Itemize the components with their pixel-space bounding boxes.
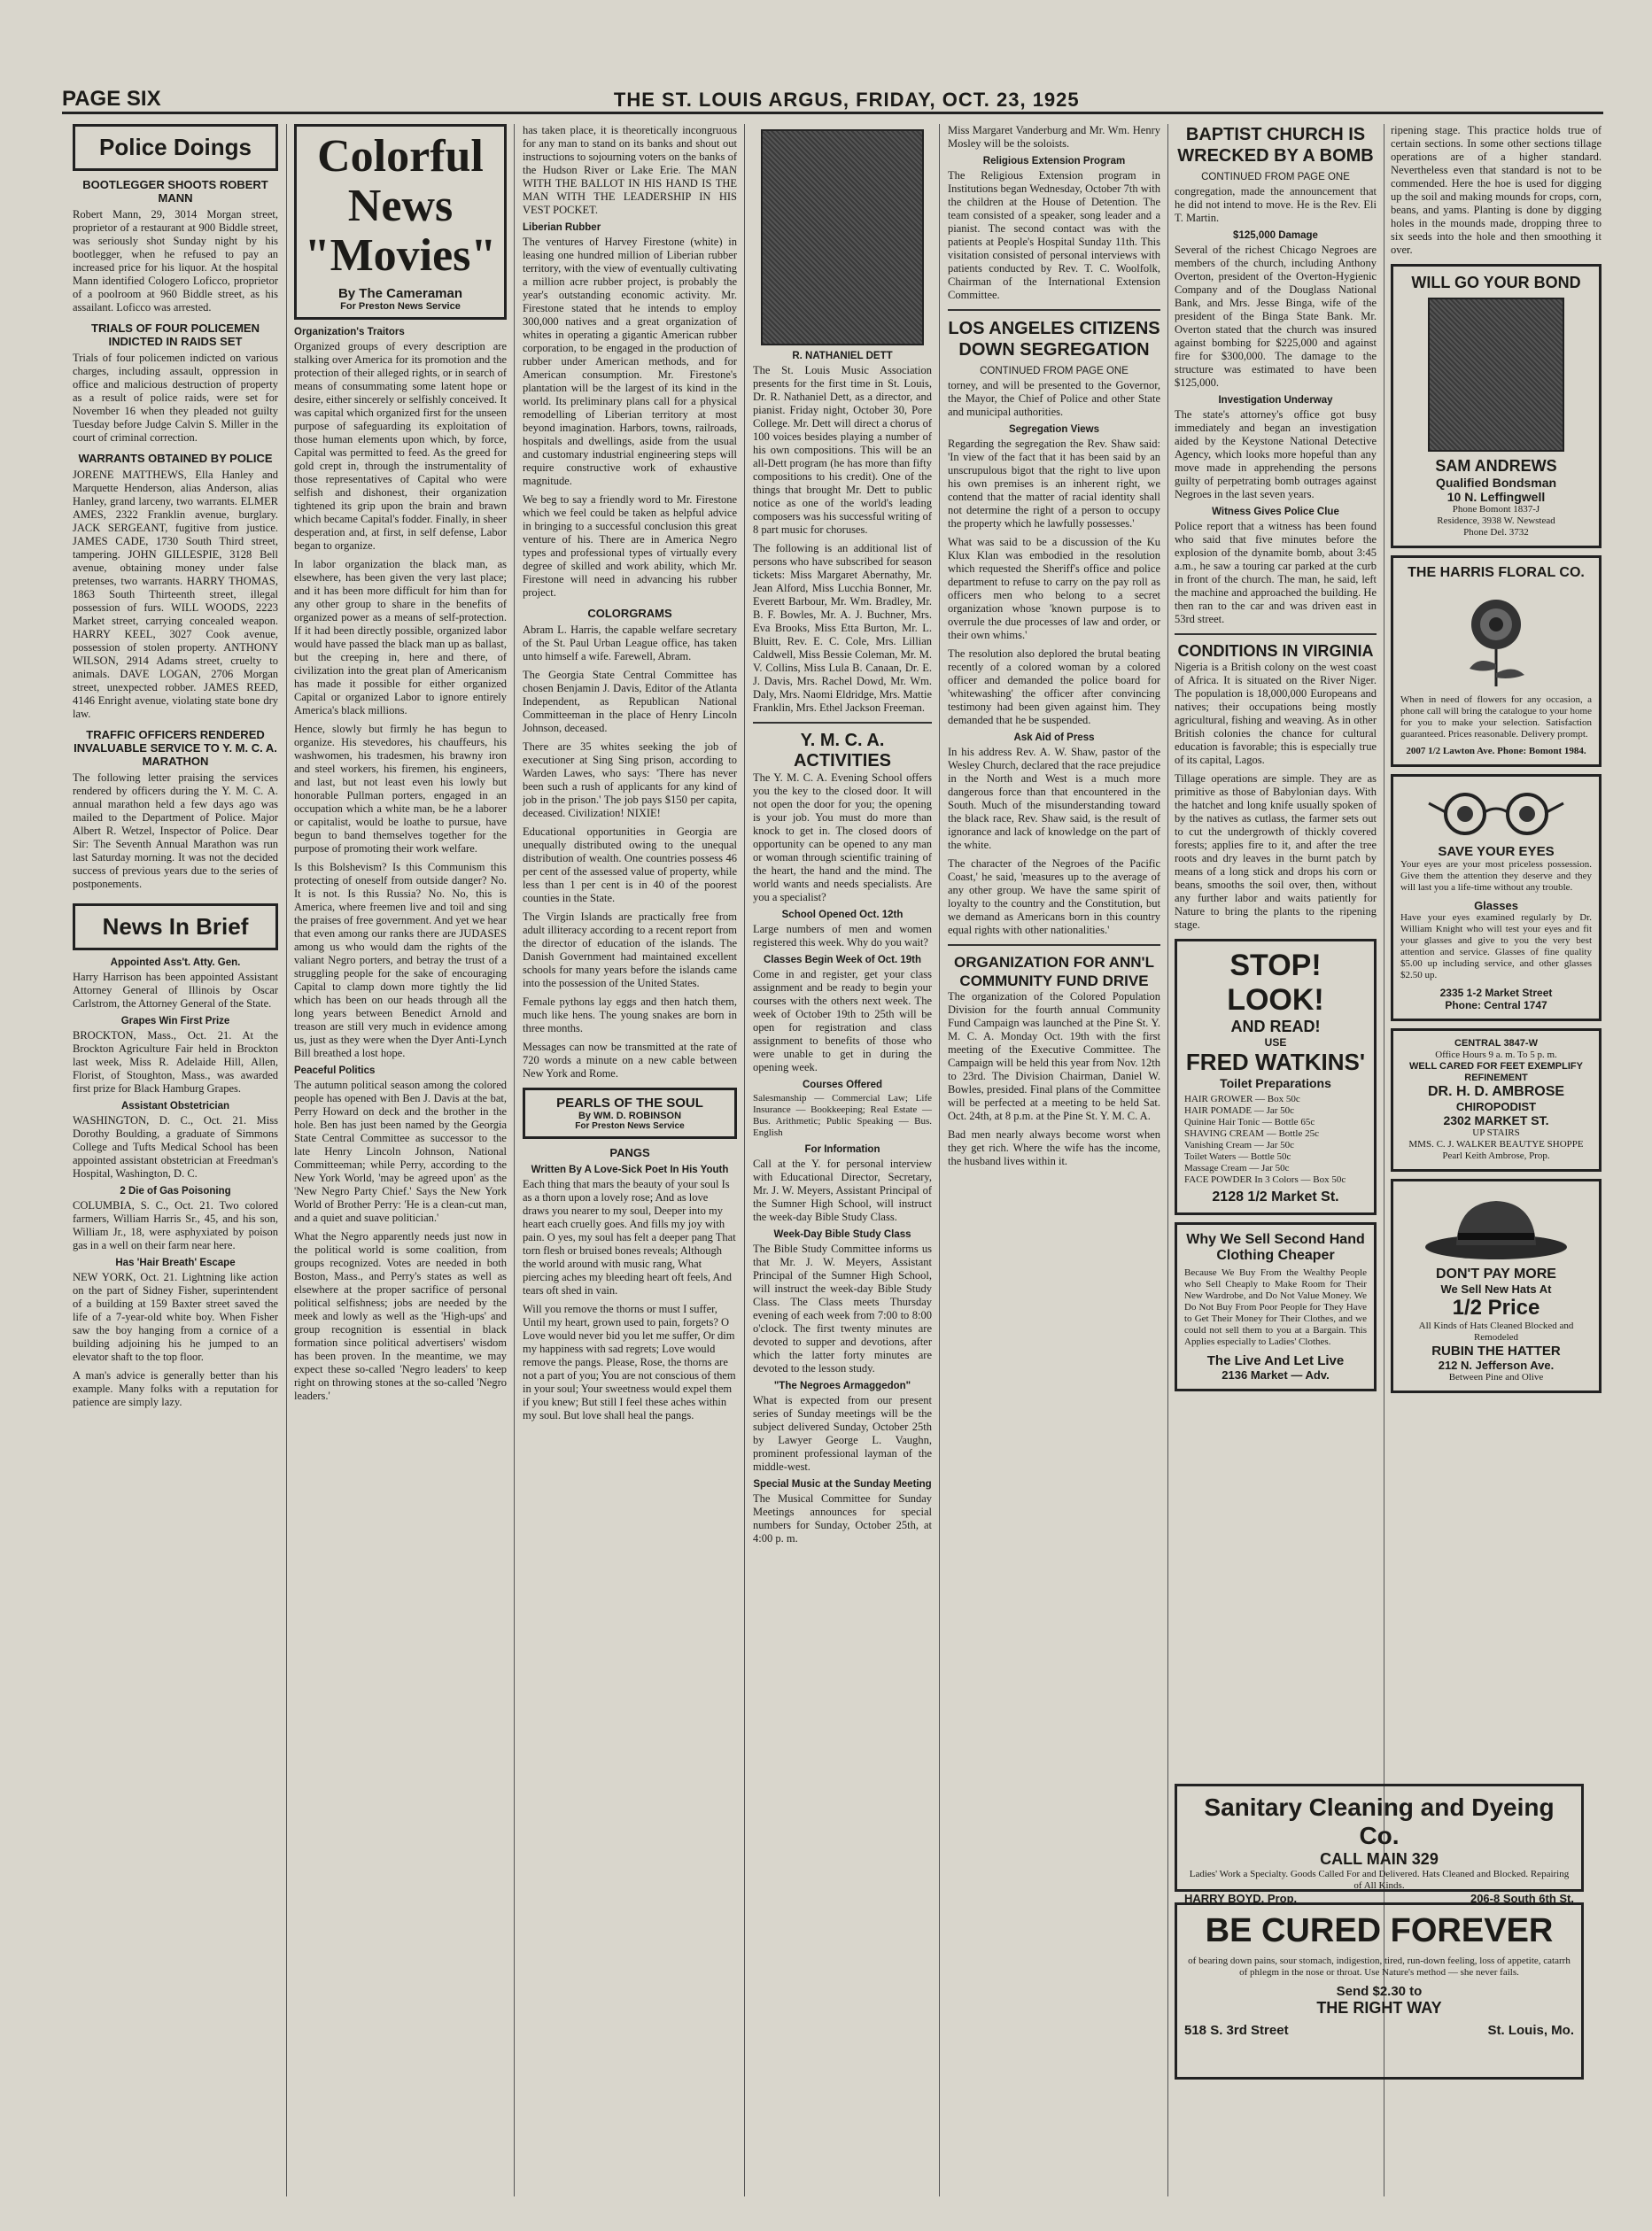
be-cured-forever-ad bbox=[1175, 1902, 1584, 2080]
ad-text: Because We Buy From the Wealthy People who Sell Cheaply to Make Room for Their New Wardrobe, and Do Not Value Money. We Do Not Buy From Poor People for They Have to Get Their Money for Their Clothes, and we could not sell them to you at a Bargain. This Applies especially to Ladies' Clothes. bbox=[1184, 1267, 1367, 1347]
ad-city: St. Louis, Mo. bbox=[1487, 2023, 1574, 2038]
column-police-doings bbox=[73, 124, 278, 2196]
headline: WARRANTS OBTAINED BY POLICE bbox=[78, 452, 273, 465]
article-text: congregation, made the announcement that he did not intend to move. He is the Rev. Eli T. Martin. bbox=[1175, 185, 1377, 224]
article-text: torney, and will be presented to the Governor, the Mayor, the Chief of Police and other State and municipal authorities. bbox=[948, 379, 1160, 418]
ad-send: Send $2.30 to bbox=[1336, 1984, 1423, 1999]
headline: 2 Die of Gas Poisoning bbox=[120, 1186, 231, 1197]
ad-stop-look: STOP! LOOK! bbox=[1227, 949, 1324, 1017]
article-text: Miss Margaret Vanderburg and Mr. Wm. Henry Mosley will be the soloists. bbox=[948, 124, 1160, 150]
article-text: The Y. M. C. A. Evening School offers you the key to the closed door. It will not open the door for you; the opening is your job. You must do more than knock to get in. The closed doors of opportunity can be opened to any man or woman through scientific training of the heart, the hand and the mind. The world wants and needs specialists. Are you a specialist? bbox=[753, 771, 932, 903]
pearls-of-the-soul-box bbox=[523, 1088, 737, 1139]
ad-item: HAIR POMADE — Jar 50c bbox=[1184, 1105, 1295, 1116]
article-text: Female pythons lay eggs and then hatch them, much like hens. The young snakes are born in three months. bbox=[523, 995, 737, 1034]
subhead: "The Negroes Armaggedon" bbox=[773, 1381, 911, 1391]
ad-text: When in need of flowers for any occasion, a phone call will bring the catalogue to your home for you to make your selection. Satisfaction guaranteed. Prices reasonable. Delivery prompt. bbox=[1400, 694, 1592, 740]
ad-phone: Phone: Central 1747 bbox=[1445, 999, 1547, 1011]
article-text: Regarding the segregation the Rev. Shaw said: 'In view of the fact that it has been said by an unscrupulous bigot that the right to live upon his own premises is an inherent right, we contend that the matter of racial identity shall not determine the right of a person to occupy the property which he lawfully possesses.' bbox=[948, 438, 1160, 530]
ad-title: BE CURED FOREVER bbox=[1205, 1912, 1554, 1949]
article-text: Several of the richest Chicago Negroes are members of the church, including Anthony Overton, president of the Overton-Hygienic Company and of the Douglass National Bank, and Mrs. Jesse Binga, wife of the president of the Binga State Bank. Mr. Overton stated that the church was insured against bombing for $225,000 and against fire for $300,000. The damage to the structure was estimated to have been $125,000. bbox=[1175, 244, 1377, 389]
article-text: What is expected from our present series of Sunday meetings will be the subject delivered Sunday, October 25th by Lawyer George L. Vaughn, prominent professional layman of the middle-west. bbox=[753, 1394, 932, 1473]
ad-address: 10 N. Leffingwell bbox=[1446, 490, 1546, 504]
ad-brand: FRED WATKINS' bbox=[1185, 1049, 1366, 1075]
ad-call: CALL MAIN 329 bbox=[1320, 1850, 1439, 1868]
ad-upstairs: UP STAIRS bbox=[1472, 1127, 1520, 1138]
ad-subhead: Glasses bbox=[1474, 899, 1518, 912]
headline: Grapes Win First Prize bbox=[120, 1016, 230, 1026]
ad-item: Toilet Waters — Bottle 50c bbox=[1184, 1151, 1291, 1162]
divider bbox=[948, 309, 1160, 311]
article-text: Police report that a witness has been found who said that five minutes before the explosion of the dynamite bomb, about 3:45 a.m., he saw a touring car parked at the curb in front of the church. The man, he said, left the machine and approached the building. He then ran to the car and was driven east in 53rd street. bbox=[1175, 520, 1377, 625]
column-los-angeles bbox=[948, 124, 1160, 2196]
continued-note: CONTINUED FROM PAGE ONE bbox=[980, 366, 1128, 376]
sanitary-cleaning-ad bbox=[1175, 1784, 1584, 1905]
ad-residence: Residence, 3938 W. Newstead bbox=[1437, 515, 1555, 526]
poem-text: Each thing that mars the beauty of your soul Is as a thorn upon a lovely rose; And as love draws you nearer to my soul, Deeper into my heart each cruelly goes. And fills my joy with pain. O yes, my soul has felt a deeper pang That torn flesh or bruised bones reveals; Although the world around with music rang, What piercing aches my bleeding heart oft feels, And tears oft shed in vain. bbox=[523, 1178, 736, 1297]
ad-item: SHAVING CREAM — Bottle 25c bbox=[1184, 1128, 1319, 1139]
article-text: JORENE MATTHEWS, Ella Hanley and Marquette Henderson, alias Anderson, alias Hanley, grand larceny, two warrants. ELMER AMES, 2322 Franklin avenue, burglary. JACK SERGEANT, fugitive from justice. JAMES CADE, 1730 South Third street, tampering. JOHN GILLESPIE, 3128 Bell avenue, obtaining money under false pretenses, two warrants. HARRY THOMAS, 1863 South Thirteenth street, illegal possession of furs. WILL WOODS, 2223 Market street, carrying concealed weapon. HARRY KEEL, 3027 Cook avenue, possession of stolen property. ANTHONY WILSON, 2914 Adams street, cruelty to animals. DAVE LOGAN, 2706 Morgan street, unexpected robber. JAMES REED, 4146 Enright avenue, violating state bone dry law. bbox=[73, 469, 278, 720]
pearls-service: For Preston News Service bbox=[575, 1121, 685, 1131]
subhead: Witness Gives Police Clue bbox=[1212, 507, 1339, 517]
ad-price: 1/2 Price bbox=[1452, 1296, 1540, 1320]
article-text: There are 35 whites seeking the job of executioner at Sing Sing prison, according to Warden Lawes, who says: 'There has never been such a rush of applicants for any kind of job in the prison.' The job pays $150 per capita, deceased. Civilization! NIXIE! bbox=[523, 740, 737, 819]
headline: TRAFFIC OFFICERS RENDERED INVALUABLE SERVICE TO Y. M. C. A. MARATHON bbox=[74, 728, 277, 768]
article-text: Is this Bolshevism? Is this Communism this protecting of oneself from outside danger? No. It is not. Is this Russia? No. No, this is America, where freemen live and toil and sing the praises of free government. And yet we hear that even among our ranks there are JUDASES among us who would dam the rights of the valiant Negro porters, and betray the trust of a struggling people for the sake of encouraging Capital to clamp down more tightly the lid which has been on our heads through all the long years between Benedict Arnold and treason are still very much in evidence among us, just as they were when the Dyer Anti-Lynch Bill breathed a lost hope. bbox=[294, 861, 507, 1059]
ad-text: Have your eyes examined regularly by Dr. William Knight who will test your eyes and fit your glasses and give to you the very best attention and service. Glasses of fine quality $5.00 up including service, and other glasses $2.50 up. bbox=[1400, 912, 1592, 980]
subhead: Organization's Traitors bbox=[294, 327, 405, 337]
article-text: The resolution also deplored the brutal beating recently of a colored woman by a colored officer and demanded the police board for 'whitewashing' the officer after convincing testimony had been given against him. They demanded that he be suspended. bbox=[948, 647, 1160, 726]
article-text: Call at the Y. for personal interview with Educational Director, Secretary, Mr. J. W. Meyers, Assistant Principal of the Sumner High School, will instruct the week-day Bible Study Class. bbox=[753, 1158, 932, 1223]
column-dett-ymca bbox=[753, 124, 932, 2196]
subhead: Special Music at the Sunday Meeting bbox=[753, 1479, 932, 1490]
article-text: Educational opportunities in Georgia are unequally distributed owing to the unequal distribution of wealth. One countries possess 46 per cent of the assessed value of property, while less than 1 per cent is in 40 of the poorest counties in the State. bbox=[523, 825, 737, 904]
article-text: Large numbers of men and women registered this week. Why do you wait? bbox=[753, 923, 932, 949]
courses-list: Salesmanship — Commercial Law; Life Insurance — Bookkeeping; Real Estate — Bus. Arithmetic; Public Speaking — Bus. English bbox=[753, 1093, 932, 1138]
article-text: The character of the Negroes of the Pacific Coast,' he said, 'measures up to the average of any other group. We have the same spirit of loyalty to the country and the Constitution, but we demand as Americans born in this country equal rights with other nationalities.' bbox=[948, 857, 1160, 936]
rubin-hatter-ad bbox=[1391, 1179, 1602, 1393]
ad-address: 2335 1-2 Market Street bbox=[1439, 987, 1553, 999]
ad-item-list bbox=[1184, 1094, 1367, 1186]
article-text: In his address Rev. A. W. Shaw, pastor of the Wesley Church, declared that the race prejudice in the North and West is a much more dangerous force than that encountered in the South. Much of the misunderstanding toward the black race, Rev. Shaw said, is the result of ignorance and lack of knowledge on the part of the white. bbox=[948, 746, 1160, 851]
ad-text: Ladies' Work a Specialty. Goods Called For and Delivered. Hats Cleaned and Blocked. Repairing of All Kinds. bbox=[1189, 1869, 1570, 1891]
byline: By The Cameraman bbox=[337, 286, 463, 301]
byline-service: For Preston News Service bbox=[340, 301, 461, 312]
article-text: The Virgin Islands are practically free from adult illiteracy according to a recent report from the director of education of the islands. The Danish Government had maintained excellent schools for many years before the islands came into the possession of the United States. bbox=[523, 910, 737, 989]
article-text: BROCKTON, Mass., Oct. 21. At the Brockton Agriculture Fair held in Brockton last week, Miss R. Adelaide Hill, Allen, Florist, of Stoughton, Mass., was awarded first prize for Black Hamburg Grapes. bbox=[73, 1029, 278, 1095]
hat-icon bbox=[1421, 1192, 1571, 1263]
article-text: NEW YORK, Oct. 21. Lightning like action on the part of Sidney Fisher, superintendent of a building at 159 Baxter street saved the life of a 7-year-old white boy. When Fisher saw the boy hanging from a cornice of a building adjoining his he jumped to an elevator shaft to the top floor. bbox=[73, 1271, 278, 1363]
article-text: A man's advice is generally better than his example. Many folks with a reputation for patience are simply lazy. bbox=[73, 1369, 278, 1408]
ad-and-read: AND READ! bbox=[1230, 1018, 1321, 1035]
article-text: The following is an additional list of persons who have subscribed for season tickets: Miss Margaret Abernathy, Mr. Jean Alford, Miss Lucchia Bonner, Mr. Everett Barbour, Mr. Wm. Bradley, Mr. B. F. Bowles, Mr. A. J. Buchner, Mrs. Eva Brooks, Miss Etta Burton, Mr. L. Bluitt, Rev. E. C. Cole, Mrs. Lillian Caldwell, Miss Bessie Coleman, Mr. M. V. Collins, Miss Lula B. Canaan, Dr. E. J. Davis, Mrs. Rachel Dowd, Mr. Wm. Daly, Mrs. Naomi Eldridge, Mrs. Mattie Franklin, Mrs. Ethel Jackson Freeman. bbox=[753, 542, 932, 714]
article-text: What the Negro apparently needs just now in the political world is some coalition, from groups recognized. Votes are needed in both Boston, Mass., and Perry's states as well as elsewhere at the proper sacrifice of personal political selfishness; jobs are needed by the meek and lowly as well as the 'High-ups' and group recognition is essential in black formation since political advertisers' wisdom has been proven. In the meantime, we may expect these so-called 'Negro leaders' to keep right on throwing stones at the so-called 'Negro leaders.' bbox=[294, 1230, 507, 1402]
article-text: has taken place, it is theoretically incongruous for any man to stand on its banks and shout out instructions to sojourning voters on the banks of the Hudson River or Lake Erie. The MAN WITH THE BALLOT IN HIS HAND IS THE MAN WITH THE LEADERSHIP IN HIS VEST POCKET. bbox=[523, 124, 737, 216]
ad-phone: Phone Del. 3732 bbox=[1463, 527, 1529, 538]
masthead bbox=[62, 85, 1603, 114]
eyeglasses-icon bbox=[1425, 787, 1567, 840]
article-text: The organization of the Colored Population Division for the fourth annual Community Fund Campaign was launched at the Pine St. Y. M. C. A. Monday Oct. 19th with the first meeting of the Executive Committee. The Campaign will be held this year from Nov. 12th to 23rd. The Division Chairman, Daniel W. Bowles, presided. Final plans of the Committee will be perfected at a meeting to be held Sat. Oct. 24th, at 8 p.m. at the Pine St. Y. M. C. A. bbox=[948, 990, 1160, 1122]
article-text: The ventures of Harvey Firestone (white) in leasing one hundred million of Liberian rubber territory, with the view of eventually cultivating a million acre rubber project, is probably the year's outstanding economic activity. Mr. Firestone stated that he intends to employ 300,000 natives and a great organization of whites in operating a gigantic American rubber corporation, to be engaged in the production of rubber under American methods, and for American consumption. Mr. Firestone's plantation will be the largest of its kind in the world. Its preliminary plans call for a physical remodelling of Liberian territory at most beyond imagination. Harbors, towns, railroads, hospitals and dwellings, aside from the usual and customary industrial engineering steps will require constructive work of exhaustive magnitude. bbox=[523, 236, 737, 487]
save-your-eyes-ad bbox=[1391, 774, 1602, 1021]
column-rule bbox=[1167, 124, 1168, 2196]
ad-sub: Qualified Bondsman bbox=[1435, 476, 1557, 490]
harris-floral-ad bbox=[1391, 555, 1602, 767]
article-text: Messages can now be transmitted at the rate of 720 words a minute on a new cable between New York and Rome. bbox=[523, 1041, 737, 1080]
ad-title: CHIROPODIST bbox=[1455, 1100, 1537, 1113]
photo-caption: R. NATHANIEL DETT bbox=[792, 351, 893, 361]
article-text: Come in and register, get your class assignment and be ready to begin your courses with the others next week. The week of October 19th to 25th will be open for registration and class assignment to benefits of those who were unable to get in during the opening week. bbox=[753, 968, 932, 1073]
subhead: Peaceful Politics bbox=[294, 1065, 376, 1076]
article-text: ripening stage. This practice holds true of certain sections. In some other sections tillage operations are of a higher standard. Nevertheless even that standard is not to be commended. Here the hoe is used for digging up the soil and making mounds for crops, corn, beans, and yams. Planting is done by digging holes in the mounds made, dropping three to six seeds into the hole and then smoothing it over. bbox=[1391, 124, 1602, 256]
article-text: COLUMBIA, S. C., Oct. 21. Two colored farmers, William Harris Sr., 45, and his son, William Jr., 18, were asphyxiated by poison gas in a well on their farm near here. bbox=[73, 1199, 278, 1251]
article-text: Harry Harrison has been appointed Assistant Attorney General of Illinois by Oscar Carlstrom, the Attorney General of the State. bbox=[73, 971, 278, 1010]
ad-item: Quinine Hair Tonic — Bottle 65c bbox=[1184, 1117, 1315, 1127]
ad-item: Massage Cream — Jar 50c bbox=[1184, 1163, 1290, 1174]
subhead: Investigation Underway bbox=[1218, 395, 1333, 406]
ad-hours: Office Hours 9 a. m. To 5 p. m. bbox=[1435, 1050, 1557, 1060]
portrait-photo bbox=[761, 129, 924, 345]
column-rule bbox=[939, 124, 940, 2196]
ad-name: DR. H. D. AMBROSE bbox=[1427, 1084, 1565, 1099]
ad-owner: HARRY BOYD, Prop. bbox=[1184, 1892, 1298, 1905]
ad-text: Your eyes are your most priceless possession. Give them the attention they deserve and they will last you a life-time without any trouble. bbox=[1400, 859, 1592, 893]
column-rule bbox=[286, 124, 287, 2196]
ad-beauty-shop: MMS. C. J. WALKER BEAUTYE SHOPPE bbox=[1408, 1139, 1584, 1150]
divider bbox=[948, 944, 1160, 946]
ad-title: DON'T PAY MORE bbox=[1436, 1267, 1556, 1282]
ad-address: 2136 Market — Adv. bbox=[1222, 1368, 1330, 1382]
divider bbox=[753, 722, 932, 724]
ad-sub: We Sell New Hats At bbox=[1440, 1282, 1552, 1296]
baptist-church-headline: BAPTIST CHURCH IS WRECKED BY A BOMB bbox=[1177, 125, 1374, 166]
column-rule bbox=[514, 124, 515, 2196]
ad-slogan: WELL CARED FOR FEET EXEMPLIFY REFINEMENT bbox=[1409, 1061, 1583, 1083]
article-text: What was said to be a discussion of the Ku Klux Klan was embodied in the resolution which requested the Sheriff's office and police department to refuse to carry on the pay roll as officers men who belong to a secret organization whose 'known purpose is to overrule the due processes of law and order, or their own whims.' bbox=[948, 536, 1160, 641]
ad-address: 212 N. Jefferson Ave. bbox=[1438, 1359, 1555, 1372]
ad-sub: Toilet Preparations bbox=[1220, 1076, 1331, 1090]
ad-name: SAM ANDREWS bbox=[1435, 457, 1557, 475]
article-text: In labor organization the black man, as elsewhere, has been given the very last place; and it has been more difficult for him than for any other group to share in the benefits of organized power as a means of self-protection. If it had been directly possible, organized labor would have passed the black man up as ballast, but the creeping in, here and there, of civilization into the great plan of Americanism has made it possible for either organized Capital or organized Labor to ignore entirely America's black millions. bbox=[294, 558, 507, 717]
column-liberian-rubber bbox=[523, 124, 737, 2196]
article-text: The autumn political season among the colored people has opened with Ben J. Davis at the bat, Perry Howard on deck and the brother in the hole. Ben has just been named by the Georgia State Central Committee as successor to the late Henry Lincoln Johnson, National Committeeman; while Perry, according to the New York World, 'may be agreed upon' as the 'New Negro Party Chief.' Says the New York World of Brother Perry: 'He is a clean-cut man, and a quiet and suave politician.' bbox=[294, 1079, 507, 1224]
virginia-headline: CONDITIONS IN VIRGINIA bbox=[1177, 642, 1374, 660]
headline: Has 'Hair Breath' Escape bbox=[115, 1258, 236, 1268]
subhead: School Opened Oct. 12th bbox=[781, 910, 904, 920]
ad-item: HAIR GROWER — Box 50c bbox=[1184, 1094, 1300, 1104]
ad-text: of bearing down pains, sour stomach, indigestion, tired, run-down feeling, loss of appetite, catarrh of phlegm in the nose or throat. Use Nature's method — she never fails. bbox=[1188, 1956, 1571, 1978]
subhead: Week-Day Bible Study Class bbox=[773, 1229, 911, 1240]
column-colorful-news bbox=[294, 124, 507, 2196]
column-ads-right bbox=[1391, 124, 1602, 1771]
column-rule bbox=[744, 124, 745, 2196]
ad-footer bbox=[1184, 2023, 1574, 2038]
article-text: The state's attorney's office got busy immediately and began an investigation aided by the Keystone National Detective Agency, which looks more hopeful than any move made in apprehending the persons guilty of perpetrating bomb outrages against Negroes in the last seven years. bbox=[1175, 408, 1377, 500]
headline: Appointed Ass't. Atty. Gen. bbox=[110, 957, 241, 968]
ad-between: Between Pine and Olive bbox=[1448, 1372, 1544, 1383]
poem-text: Will you remove the thorns or must I suffer, Until my heart, grown used to pain, forgets? O Love would never bid you let me suffer, Or dim my happiness with sad regrets; Love would remove the pangs. Please, Rose, the thorns are not a part of you; You are not conscious of them in your soul; Your sweetness would expel them if you knew; But still I feel these aches within my soul. But love shall heal the pangs. bbox=[523, 1303, 736, 1421]
ad-title: THE HARRIS FLORAL CO. bbox=[1408, 565, 1585, 580]
fred-watkins-ad bbox=[1175, 939, 1377, 1215]
bondsman-ad bbox=[1391, 264, 1602, 548]
ad-address: 2007 1/2 Lawton Ave. Phone: Bomont 1984. bbox=[1406, 746, 1586, 756]
ad-title: Sanitary Cleaning and Dyeing Co. bbox=[1204, 1793, 1555, 1849]
pearls-title: PEARLS OF THE SOUL bbox=[556, 1096, 703, 1111]
ad-phone: Phone Bomont 1837-J bbox=[1452, 504, 1540, 515]
subhead: For Information bbox=[804, 1144, 880, 1155]
news-in-brief-heading: News In Brief bbox=[73, 903, 278, 950]
community-fund-headline: ORGANIZATION FOR ANN'L COMMUNITY FUND DRIVE bbox=[954, 954, 1154, 989]
headline: Assistant Obstetrician bbox=[120, 1101, 230, 1112]
continued-note: CONTINUED FROM PAGE ONE bbox=[1201, 172, 1350, 182]
article-text: WASHINGTON, D. C., Oct. 21. Miss Dorothy Boulding, a graduate of Simmons College and Tufts Medical School has been appointed assistant obstetrician at Freedman's Hospital, Washington, D. C. bbox=[73, 1114, 278, 1180]
article-text: Robert Mann, 29, 3014 Morgan street, proprietor of a restaurant at 900 Biddle street, was seriously shot Sunday night by his bootlegger, when he refused to pay an increased price for his liquor. At the hospital Mann identified Cologero Loficco, proprietor of a poolroom at 960 Biddle street, as his assailant. Loficco was arrested. bbox=[73, 208, 278, 314]
ymca-headline: Y. M. C. A. ACTIVITIES bbox=[793, 731, 891, 771]
headline: COLORGRAMS bbox=[587, 607, 672, 620]
poem-subtitle: Written By A Love-Sick Poet In His Youth bbox=[531, 1165, 729, 1175]
chiropodist-ad bbox=[1391, 1028, 1602, 1172]
ad-address: 206-8 South 6th St. bbox=[1470, 1892, 1574, 1905]
ad-use: USE bbox=[1264, 1036, 1287, 1049]
ad-address: 2128 1/2 Market St. bbox=[1212, 1189, 1339, 1205]
ad-item: FACE POWDER In 3 Colors — Box 50c bbox=[1184, 1174, 1346, 1185]
article-text: The following letter praising the services rendered by officers during the Y. M. C. A. annual marathon held a few days ago was mailed to the Department of Police. Major Albert R. Wetzel, Inspector of Police. Dear Sir: The Seventh Annual Marathon was run last Saturday morning. It was not the decided success of previous years due to the series of postponements. bbox=[73, 771, 278, 890]
headline: BOOTLEGGER SHOOTS ROBERT MANN bbox=[82, 178, 268, 205]
second-hand-clothing-ad bbox=[1175, 1222, 1377, 1391]
article-text: Tillage operations are simple. They are as primitive as those of Babylonian days. With the hatchet and long knife usually spoken of by the natives as cutlass, the farmer sets out to cut the undergrowth of thickly covered forests; applies fire to it, and after the tree roots and dry leaves in the burnt patch by means of a long stick and drops his corn or beans, smooths the soil over, then, without any further labor and waits patiently for Nature to bring the plants to the ripening stage. bbox=[1175, 772, 1377, 931]
paper-dateline: THE ST. LOUIS ARGUS, FRIDAY, OCT. 23, 1925 bbox=[613, 89, 1080, 111]
colorful-news-title: Colorful News "Movies" bbox=[304, 131, 497, 281]
ad-address: 2302 MARKET ST. bbox=[1443, 1113, 1549, 1127]
bondsman-photo bbox=[1428, 298, 1564, 452]
poem-title: PANGS bbox=[609, 1146, 650, 1159]
article-text: Trials of four policemen indicted on various charges, including assault, oppression in office and malicious destruction of property as a result of police raids, were set for November 16 when they pleaded not guilty Tuesday before Judge Calvin S. Miller in the court of criminal correction. bbox=[73, 352, 278, 444]
ad-text: All Kinds of Hats Cleaned Blocked and Remodeled bbox=[1418, 1321, 1574, 1343]
ad-title: Why We Sell Second Hand Clothing Cheaper bbox=[1186, 1232, 1365, 1263]
ad-phone: CENTRAL 3847-W bbox=[1454, 1038, 1538, 1049]
article-text: The Georgia State Central Committee has chosen Benjamin J. Davis, Editor of the Atlanta Independent, as Republican National Committeeman in the place of Henry Lincoln Johnson, deceased. bbox=[523, 669, 737, 734]
article-text: The Bible Study Committee informs us that Mr. J. W. Meyers, Assistant Principal of the Sumner High School, will instruct the week-day Bible Study Class. The Class meets Thursday evening of each week from 7:00 to 8:00 o'clock. The first twenty minutes are devoted to supper and devotions, after which the latter forty minutes are devoted to the lesson study. bbox=[753, 1243, 932, 1375]
subhead: Ask Aid of Press bbox=[1013, 732, 1095, 743]
los-angeles-headline: LOS ANGELES CITIZENS DOWN SEGREGATION bbox=[948, 319, 1160, 360]
divider bbox=[1175, 633, 1377, 635]
article-text: We beg to say a friendly word to Mr. Firestone which we feel could be taken as helpful advice in bringing to a successful conclusion this great venture of his. There are in America Negro types and professional types of virtually every degree of skilled and work ability, which Mr. Firestone will need in advancing his rubber project. bbox=[523, 493, 737, 599]
ad-name: THE RIGHT WAY bbox=[1316, 1999, 1442, 2017]
ad-name: RUBIN THE HATTER bbox=[1431, 1344, 1561, 1359]
column-baptist-church bbox=[1175, 124, 1377, 1771]
article-text: Nigeria is a British colony on the west coast of Africa. It is situated on the River Niger. The population is 18,000,000 Europeans and natives; their occupations being mostly agricultural, fishing and weaving. As in other British colonies the chance for cultural education is favorable; this is especially true of its capital, Lagos. bbox=[1175, 661, 1377, 766]
ad-title: WILL GO YOUR BOND bbox=[1411, 274, 1581, 291]
ad-proprietor: Pearl Keith Ambrose, Prop. bbox=[1442, 1150, 1550, 1161]
subhead: Liberian Rubber bbox=[523, 222, 601, 233]
ad-item: Vanishing Cream — Jar 50c bbox=[1184, 1140, 1295, 1150]
ad-address: 518 S. 3rd Street bbox=[1184, 2023, 1289, 2038]
ad-title: SAVE YOUR EYES bbox=[1438, 844, 1555, 859]
article-text: The Religious Extension program in Institutions began Wednesday, October 7th with the children at the House of Detention. The team consisted of a speaker, song leader and a pianist. The second contact was with the patients at People's Hospital Sunday 11th. This visitation consisted of personal interviews with patients conducted by Rev. T. C. Woolfolk, Chairman of the International Extension Committee. bbox=[948, 169, 1160, 301]
page-number: PAGE SIX bbox=[62, 87, 161, 111]
article-text: Organized groups of every description are stalking over America for its promotion and the protection of their alleged rights, or in search of means of consummating some latent hope or desire, either sincerely or selfishly conceived. It was capital which organized first for the unseen purpose of safeguarding its exploitation of those human elements upon which, by force, Capital was permitted to feed. As the greed for gold crept in, through the instrumentality of those representatives of Capital who were selfish and dishonest, their organization tightened its grip upon the brain and brawn which became Capital's fodder. Finally, in sheer desperation and, at first, in self defense, Labor began to organize. bbox=[294, 340, 507, 552]
article-text: The Musical Committee for Sunday Meetings announces for special numbers for Sunday, October 25th, at 4:00 p. m. bbox=[753, 1492, 932, 1545]
subhead: Courses Offered bbox=[802, 1080, 883, 1090]
article-text: Hence, slowly but firmly he has begun to organize. His stevedores, his chauffeurs, his washwomen, his tradesmen, his brawny iron and steel workers, his firemen, his engineers, and last, but not least even his lowly but honorable Pullman porters, engaged in an occupation which a white man, be he a laborer or capitalist, would be loathe to pursue, have begun to band themselves together for the purpose of promoting their work welfare. bbox=[294, 723, 507, 855]
subhead: $125,000 Damage bbox=[1233, 230, 1318, 241]
rose-icon bbox=[1443, 585, 1549, 691]
headline: TRIALS OF FOUR POLICEMEN INDICTED IN RAIDS SET bbox=[91, 321, 260, 348]
subhead: Segregation Views bbox=[1008, 424, 1100, 435]
article-text: The St. Louis Music Association presents for the first time in St. Louis, Dr. R. Nathaniel Dett, as a director, and pianist. Friday night, October 30, Pore College. Mr. Dett will direct a chorus of 100 voices besides playing a number of his own compositions. This will be an all-Dett program (he has more than fifty compositions to his credit). One of the things that brought Mr. Dett to public notice as one of the world's leading composers was his successful writing of 8 part music for choruses. bbox=[753, 364, 932, 536]
article-text: Abram L. Harris, the capable welfare secretary of the St. Paul Urban League office, has taken unto himself a wife. Farewell, Abram. bbox=[523, 624, 737, 662]
subhead: Religious Extension Program bbox=[982, 156, 1126, 167]
pearls-author: By WM. D. ROBINSON bbox=[578, 1111, 682, 1121]
colorful-news-box bbox=[294, 124, 507, 320]
article-text: Bad men nearly always become worst when they get rich. Where the wife has the income, the husband lives within it. bbox=[948, 1128, 1160, 1167]
ad-title: The Live And Let Live bbox=[1206, 1353, 1345, 1368]
subhead: Classes Begin Week of Oct. 19th bbox=[763, 955, 922, 965]
police-doings-heading: Police Doings bbox=[73, 124, 278, 171]
